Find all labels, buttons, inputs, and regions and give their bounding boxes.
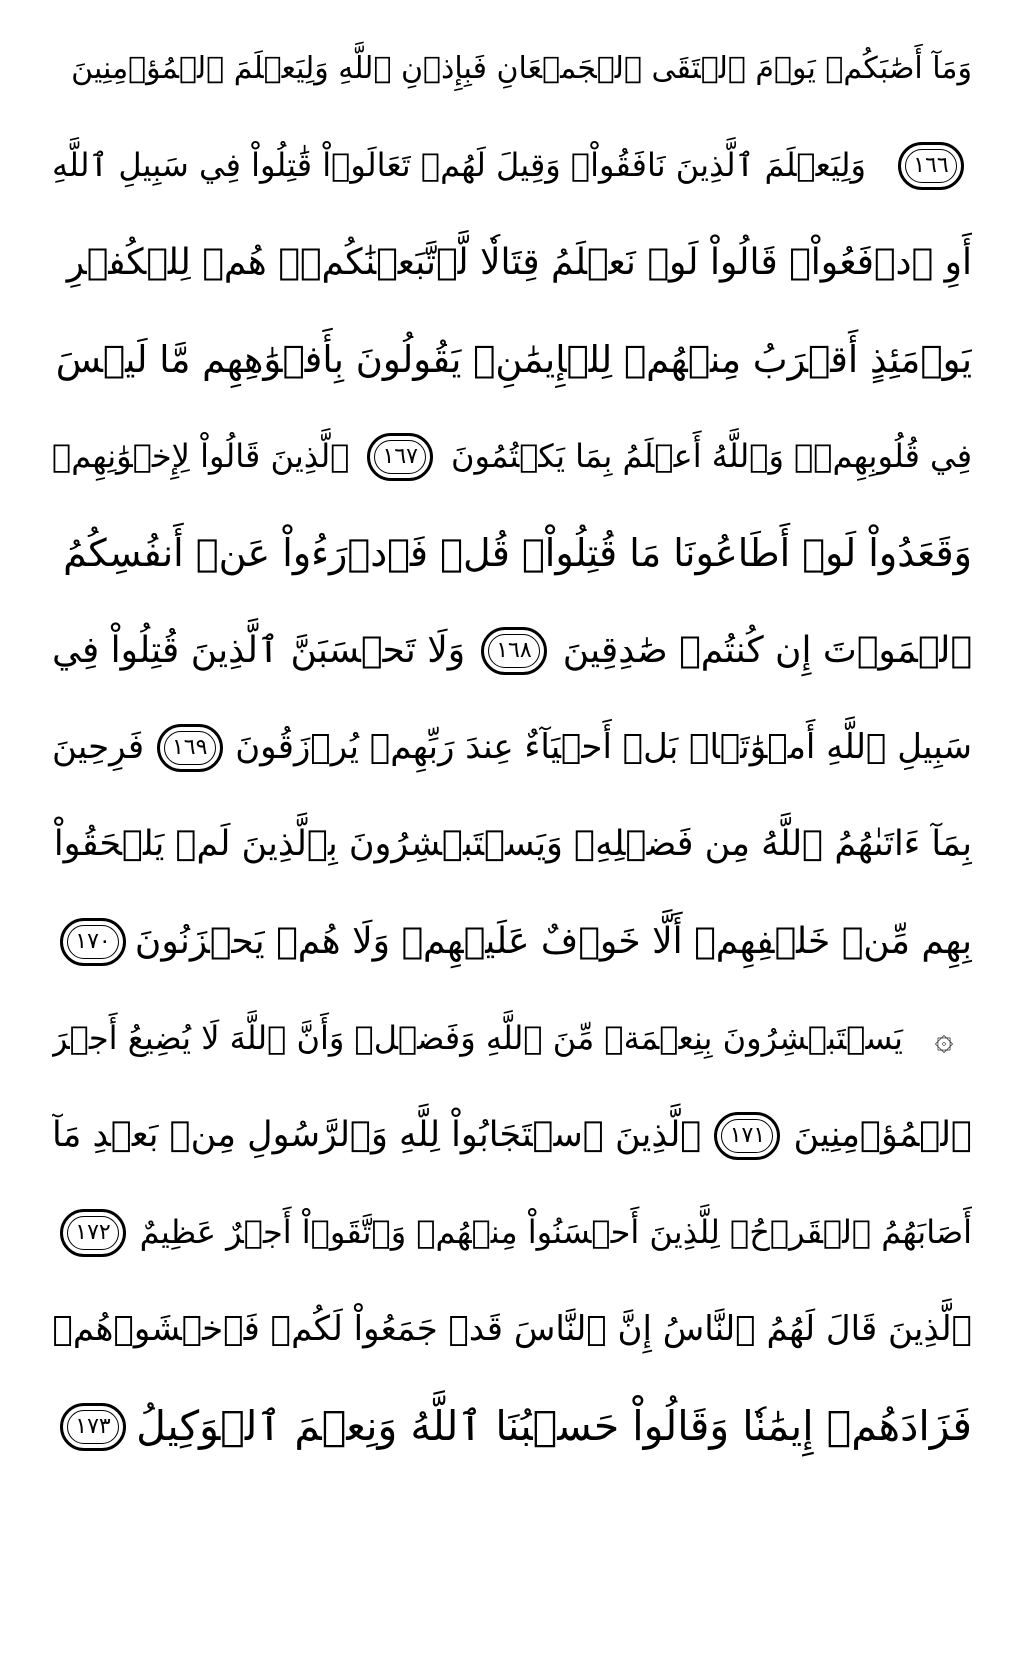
ayah-number: ١٧١	[729, 1122, 766, 1148]
rub-el-hizb-icon: ۞	[934, 1019, 954, 1057]
verse-text: وَمَآ أَصَٰبَكُمۡ يَوۡمَ ٱلۡتَقَى ٱلۡجَمۡعَانِ فَبِإِذۡنِ ٱللَّهِ وَلِيَعۡلَمَ ٱلۡمُؤۡمِنِينَ	[71, 51, 972, 86]
verse-text: فَزَادَهُمۡ إِيمَٰنٗا وَقَالُواْ حَسۡبُنَا ٱللَّهُ وَنِعۡمَ ٱلۡوَكِيلُ	[136, 1402, 972, 1450]
verse-text: ٱلۡمُؤۡمِنِينَ	[793, 1115, 972, 1155]
verse-text: فِي قُلُوبِهِمۡۗ وَٱللَّهُ أَعۡلَمُ بِمَا يَكۡتُمُونَ	[451, 437, 972, 475]
verse-line	[52, 990, 972, 1087]
ayah-number: ١٧٢	[75, 1219, 111, 1245]
ayah-number: ١٦٦	[913, 152, 949, 178]
verse-line	[52, 796, 972, 893]
verse-text: فَرِحِينَ	[52, 727, 145, 767]
verse-text: سَبِيلِ ٱللَّهِ أَمۡوَٰتَۢاۚ بَلۡ أَحۡيَآءٌ عِندَ رَبِّهِمۡ يُرۡزَقُونَ	[235, 727, 972, 767]
verse-line	[52, 699, 972, 796]
verse-text: ٱلَّذِينَ قَالَ لَهُمُ ٱلنَّاسُ إِنَّ ٱلنَّاسَ قَدۡ جَمَعُواْ لَكُمۡ فَٱخۡشَوۡهُمۡ	[52, 1309, 972, 1349]
verse-line	[52, 893, 972, 990]
ayah-number-marker	[898, 142, 964, 190]
ayah-number-marker	[367, 433, 433, 481]
verse-line	[52, 505, 972, 602]
ayah-number: ١٦٧	[382, 443, 418, 469]
ayah-number-marker	[60, 918, 126, 966]
verse-text: ٱلَّذِينَ قَالُواْ لِإِخۡوَٰنِهِمۡ	[52, 437, 350, 475]
verse-line	[52, 214, 972, 311]
ayah-number-marker	[481, 627, 547, 675]
verse-text: وَلِيَعۡلَمَ ٱلَّذِينَ نَافَقُواْۚ وَقِيلَ لَهُمۡ تَعَالَوۡاْ قَٰتِلُواْ فِي سَبِيلِ ٱللَّهِ	[52, 146, 866, 184]
verse-text: أَوِ ٱدۡفَعُواْۖ قَالُواْ لَوۡ نَعۡلَمُ قِتَالٗا لَّٱتَّبَعۡنَٰكُمۡۗ هُمۡ لِلۡكُفۡرِ	[66, 242, 972, 283]
verse-text: أَصَابَهُمُ ٱلۡقَرۡحُۚ لِلَّذِينَ أَحۡسَنُواْ مِنۡهُمۡ وَٱتَّقَوۡاْ أَجۡرٌ عَظِيمٌ	[139, 1213, 972, 1251]
verse-text: وَقَعَدُواْ لَوۡ أَطَاعُونَا مَا قُتِلُواْۗ قُلۡ فَٱدۡرَءُواْ عَنۡ أَنفُسِكُمُ	[63, 531, 972, 575]
ayah-number: ١٧٣	[75, 1413, 111, 1439]
verse-text: يَسۡتَبۡشِرُونَ بِنِعۡمَةٖ مِّنَ ٱللَّهِ وَفَضۡلٖ وَأَنَّ ٱللَّهَ لَا يُضِيعُ أَجۡرَ	[52, 1019, 903, 1057]
verse-line	[52, 1184, 972, 1281]
ayah-number: ١٦٨	[496, 637, 532, 663]
verse-line	[52, 1281, 972, 1378]
ayah-number-marker	[60, 1403, 126, 1451]
verse-line	[52, 602, 972, 699]
verse-line	[52, 117, 972, 214]
verse-line	[52, 1087, 972, 1184]
verse-line	[52, 1378, 972, 1475]
ayah-number-marker	[714, 1112, 780, 1160]
verse-text: بِهِم مِّنۡ خَلۡفِهِمۡ أَلَّا خَوۡفٌ عَلَيۡهِمۡ وَلَا هُمۡ يَحۡزَنُونَ	[134, 921, 972, 962]
verse-text: ٱلَّذِينَ ٱسۡتَجَابُواْ لِلَّهِ وَٱلرَّسُولِ مِنۢ بَعۡدِ مَآ	[52, 1115, 702, 1155]
verse-text: ٱلۡمَوۡتَ إِن كُنتُمۡ صَٰدِقِينَ	[562, 630, 972, 671]
verse-text: بِمَآ ءَاتَىٰهُمُ ٱللَّهُ مِن فَضۡلِهِۦ وَيَسۡتَبۡشِرُونَ بِٱلَّذِينَ لَمۡ يَلۡحَقُواْ	[53, 824, 972, 864]
verse-line	[52, 20, 972, 117]
ayah-number: ١٦٩	[171, 734, 208, 760]
verse-line	[52, 408, 972, 505]
ayah-number-marker	[60, 1209, 126, 1257]
verse-text: وَلَا تَحۡسَبَنَّ ٱلَّذِينَ قُتِلُواْ فِي	[52, 630, 466, 671]
verse-text: يَوۡمَئِذٍ أَقۡرَبُ مِنۡهُمۡ لِلۡإِيمَٰنِۚ يَقُولُونَ بِأَفۡوَٰهِهِم مَّا لَيۡسَ	[55, 338, 972, 381]
verse-line	[52, 311, 972, 408]
ayah-number: ١٧٠	[75, 928, 111, 954]
ayah-number-marker	[157, 724, 223, 772]
